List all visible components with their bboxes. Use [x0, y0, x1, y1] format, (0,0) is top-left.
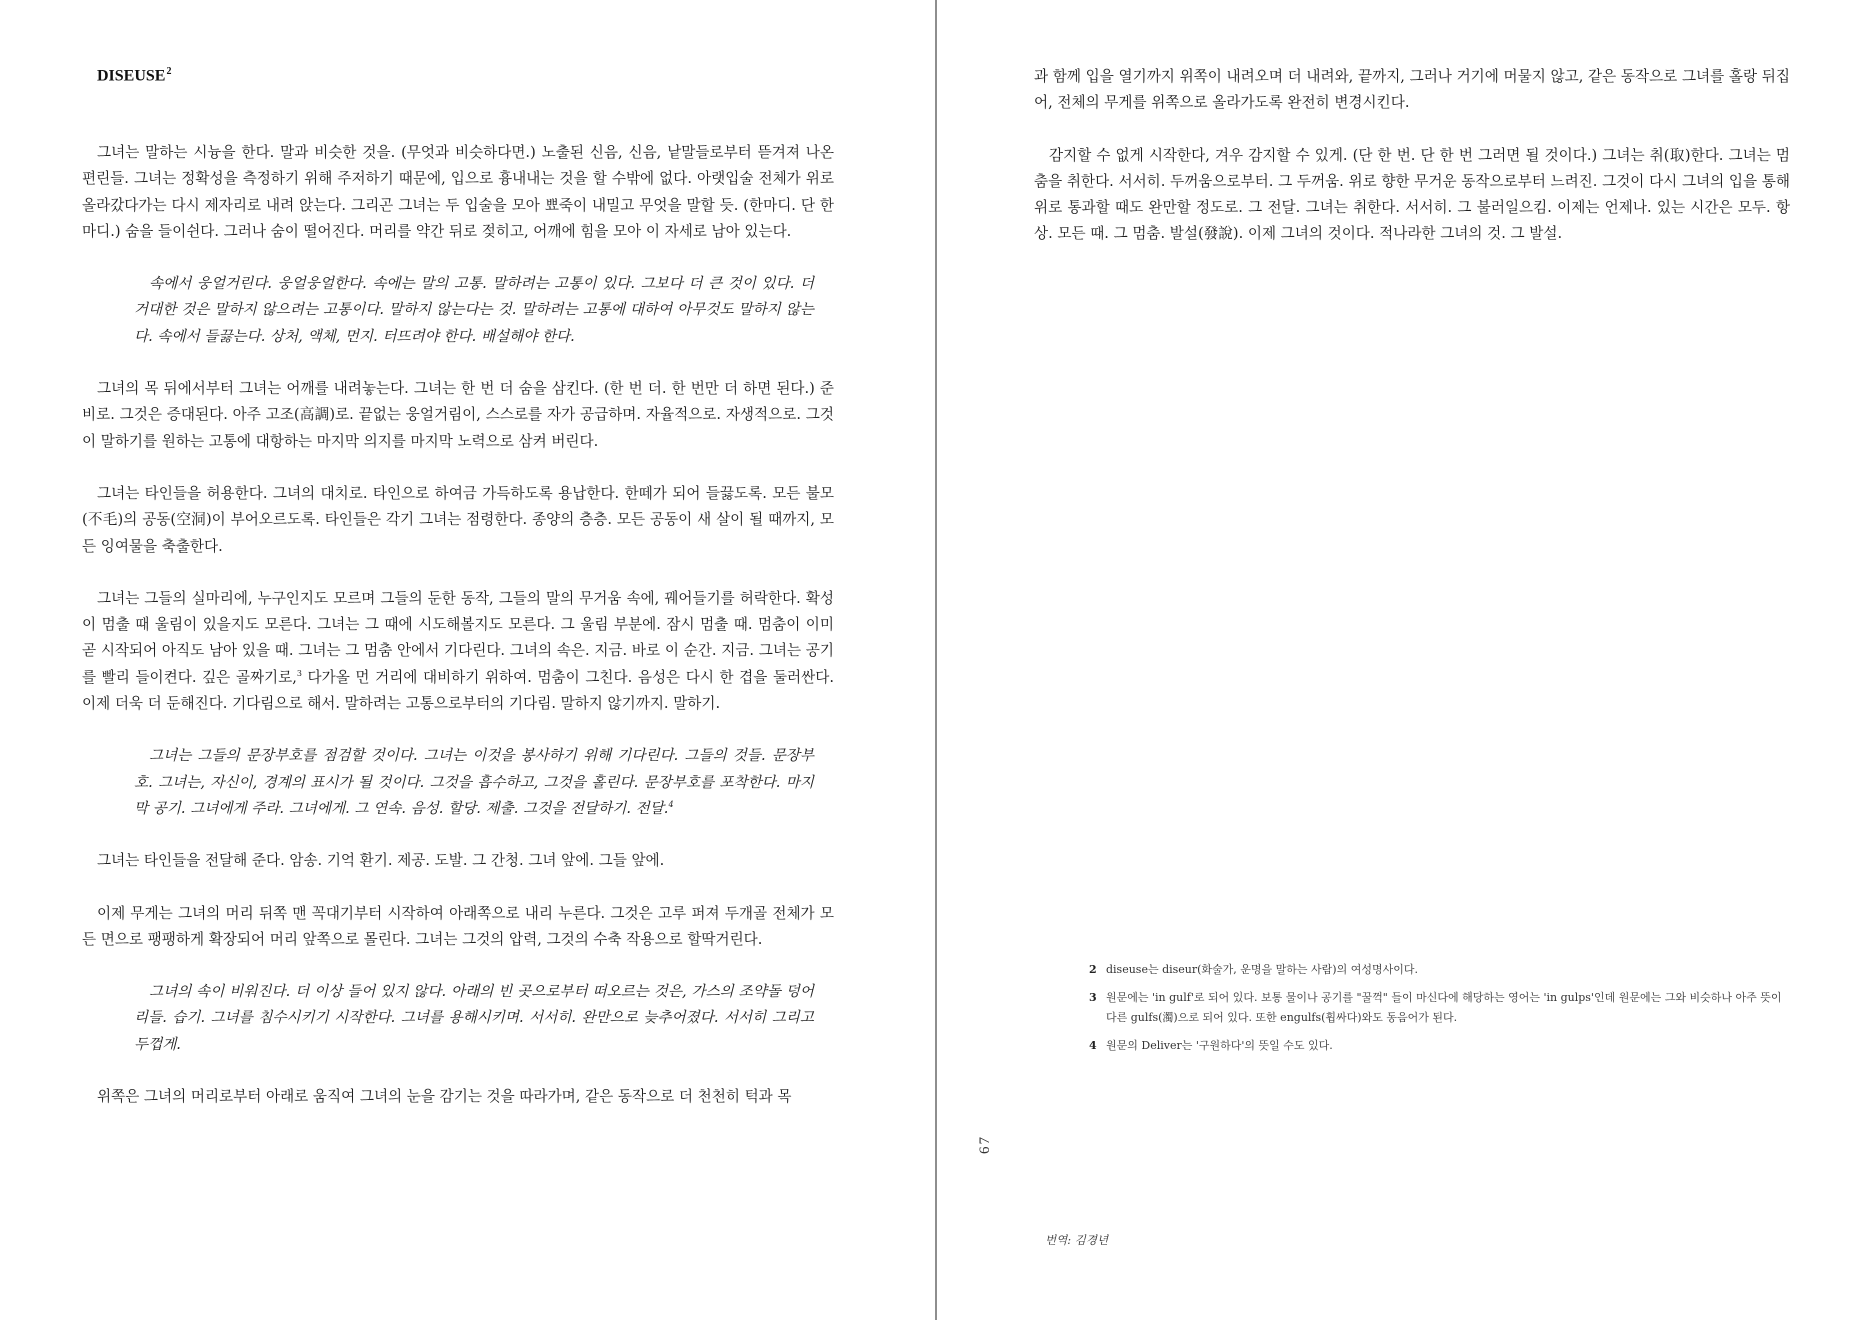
title-footnote-ref: 2: [166, 66, 172, 77]
footnote-ref: 4: [668, 800, 674, 810]
paragraph: 그녀는 말하는 시늉을 한다. 말과 비슷한 것을. (무엇과 비슷하다면.) 노출된 신음, 신음, 낱말들로부터 뜯겨져 나온 편린들. 그녀는 정확성을 측정하기 위해 주저하기 때문에, 입으로 흉내내는 것을 할 수밖에 없다. 아랫입술 전체가 위로 올라갔다가는 다시 제자리로 내려 앉는다. 그리곤 그녀는 두 입술을 모아 뾰죽이 내밀고 무엇을 말할 듯. (한마디. 단 한마디.) 숨을 들이쉰다. 그러나 숨이 떨어진다. 머리를 약간 뒤로 젖히고, 어깨에 힘을 모아 이 자세로 남아 있는다.: [82, 144, 834, 240]
page-number: 67: [977, 1135, 993, 1154]
paragraph: 그녀의 목 뒤에서부터 그녀는 어깨를 내려놓는다. 그녀는 한 번 더 숨을 삼킨다. (한 번 더. 한 번만 더 하면 된다.) 준비로. 그것은 증대된다. 아주 고조(高調)로. 끝없는 웅얼거림이, 스스로를 자가 공급하며. 자율적으로. 자생적으로. 그것이 말하기를 원하는 고통에 대항하는 마지막 의지를 마지막 노력으로 삼켜 버린다.: [82, 380, 834, 450]
footnote: [1089, 960, 1789, 980]
essay-title: [97, 66, 171, 85]
right-page: [937, 0, 1867, 1320]
footnotes: [1089, 960, 1789, 1064]
paragraph: 과 함께 입을 열기까지 위쪽이 내려오며 더 내려와, 끝까지, 그러나 거기에 머물지 않고, 같은 동작으로 그녀를 홀랑 뒤집어, 전체의 무게를 위쪽으로 올라가도록 완전히 변경시킨다.: [1034, 68, 1790, 112]
paragraph-text: 다가올 먼 거리에 대비하기 위하여. 멈춤이 그친다. 음성은 다시 한 겹을 둘러싼다. 이제 더욱 더 둔해진다. 기다림으로 해서. 말하려는 고통으로부터의 기다림. 말하지 않기까지. 말하기.: [82, 668, 834, 713]
quote-paragraph: 그녀의 속이 비워진다. 더 이상 들어 있지 않다. 아래의 빈 곳으로부터 떠오르는 것은, 가스의 조약돌 덩어리들. 습기. 그녀를 침수시키기 시작한다. 그녀를 용해시키며. 서서히. 완만으로 늦추어졌다. 서서히 그리고 두껍게.: [134, 983, 814, 1053]
footnote-ref: 3: [296, 668, 302, 678]
footnote-number: 3: [1089, 991, 1097, 1004]
paragraph: 위쪽은 그녀의 머리로부터 아래로 움직여 그녀의 눈을 감기는 것을 따라가며, 같은 동작으로 더 천천히 턱과 목: [97, 1088, 792, 1106]
title-text: DISEUSE: [97, 67, 166, 85]
footnote-number: 4: [1089, 1039, 1097, 1052]
quote-paragraph: 속에서 웅얼거린다. 웅얼웅얼한다. 속에는 말의 고통. 말하려는 고통이 있다. 그보다 더 큰 것이 있다. 더 거대한 것은 말하지 않으려는 고통이다. 말하지 않는다는 것. 말하려는 고통에 대하여 아무것도 말하지 않는다. 속에서 들끓는다. 상처, 액체, 먼지. 터뜨려야 한다. 배설해야 한다.: [134, 275, 814, 345]
footnote-text: diseuse는 diseur(화술가, 운명을 말하는 사람)의 여성명사이다.: [1106, 963, 1418, 976]
paragraph: 이제 무게는 그녀의 머리 뒤쪽 맨 꼭대기부터 시작하여 아래쪽으로 내리 누른다. 그것은 고루 퍼져 두개골 전체가 모든 면으로 팽팽하게 확장되어 머리 앞쪽으로 몰린다. 그녀는 그것의 압력, 그것의 수축 작용으로 할딱거린다.: [82, 904, 834, 948]
paragraph: 감지할 수 없게 시작한다, 겨우 감지할 수 있게. (단 한 번. 단 한 번 그러면 될 것이다.) 그녀는 취(取)한다. 그녀는 멈춤을 취한다. 서서히. 두꺼움으로부터. 그 두꺼움. 위로 향한 무거운 동작으로부터 느려진. 그것이 다시 그녀의 입을 통해 위로 통과할 때도 완만할 정도로. 그 전달. 그녀는 취한다. 서서히. 그 불러일으킴. 이제는 언제나. 있는 시간은 모두. 항상. 모든 때. 그 멈춤. 발설(發說). 이제 그녀의 것이다. 적나라한 그녀의 것. 그 발설.: [1034, 146, 1790, 243]
footnote: [1089, 1036, 1789, 1056]
quote-paragraph: [134, 743, 814, 822]
footnote: [1089, 988, 1789, 1028]
footnote-text: 원문의 Deliver는 '구원하다'의 뜻일 수도 있다.: [1106, 1039, 1333, 1052]
right-page-body: [1034, 64, 1790, 274]
paragraph: 그녀는 타인들을 전달해 준다. 암송. 기억 환기. 제공. 도발. 그 간청. 그녀 앞에. 그들 앞에.: [97, 852, 665, 870]
paragraph-text: 그녀는 그들의 실마리에, 누구인지도 모르며 그들의 둔한 동작, 그들의 말의 무거움 속에, 꿰어들기를 허락한다. 확성이 멈출 때 울림이 있을지도 모른다. 그녀는 그 때에 시도해볼지도 모른다. 그 울림 부분에. 잠시 멈출 때. 멈춤이 이미 곧 시작되어 아직도 남아 있을 때. 그녀는 그 멈춤 안에서 기다린다. 그녀의 속은. 지금. 바로 이 순간. 지금. 그녀는 공기를 빨리 들이켠다. 깊은 골짜기로,: [82, 589, 834, 686]
paragraph: [82, 586, 834, 717]
footnote-number: 2: [1089, 963, 1097, 976]
paragraph-text: 그녀는 그들의 문장부호를 점검할 것이다. 그녀는 이것을 봉사하기 위해 기다린다. 그들의 것들. 문장부호. 그녀는, 자신이, 경계의 표시가 될 것이다. 그것을 흡수하고, 그것을 홀린다. 문장부호를 포착한다. 마지막 공기. 그녀에게 주라. 그녀에게. 그 연속. 음성. 할당. 제출. 그것을 전달하기. 전달.: [134, 747, 814, 817]
left-page-body: [82, 140, 834, 1136]
paragraph: 그녀는 타인들을 허용한다. 그녀의 대치로. 타인으로 하여금 가득하도록 용납한다. 한떼가 되어 들끓도록. 모든 불모(不毛)의 공동(空洞)이 부어오르도록. 타인들은 각기 그녀는 점령한다. 종양의 층층. 모든 공동이 새 살이 될 때까지, 모든 잉여물을 축출한다.: [82, 484, 834, 555]
footnote-text: 원문에는 'in gulf'로 되어 있다. 보통 물이나 공기를 "꿀꺽" 들이 마신다에 해당하는 영어는 'in gulps'인데 원문에는 그와 비슷하나 아주 뜻이 다른 gulfs(濁)으로 되어 있다. 또한 engulfs(휩싸다)와도 동음어가 된다.: [1106, 991, 1782, 1024]
translator-credit: 번역: 김경년: [1045, 1233, 1109, 1247]
